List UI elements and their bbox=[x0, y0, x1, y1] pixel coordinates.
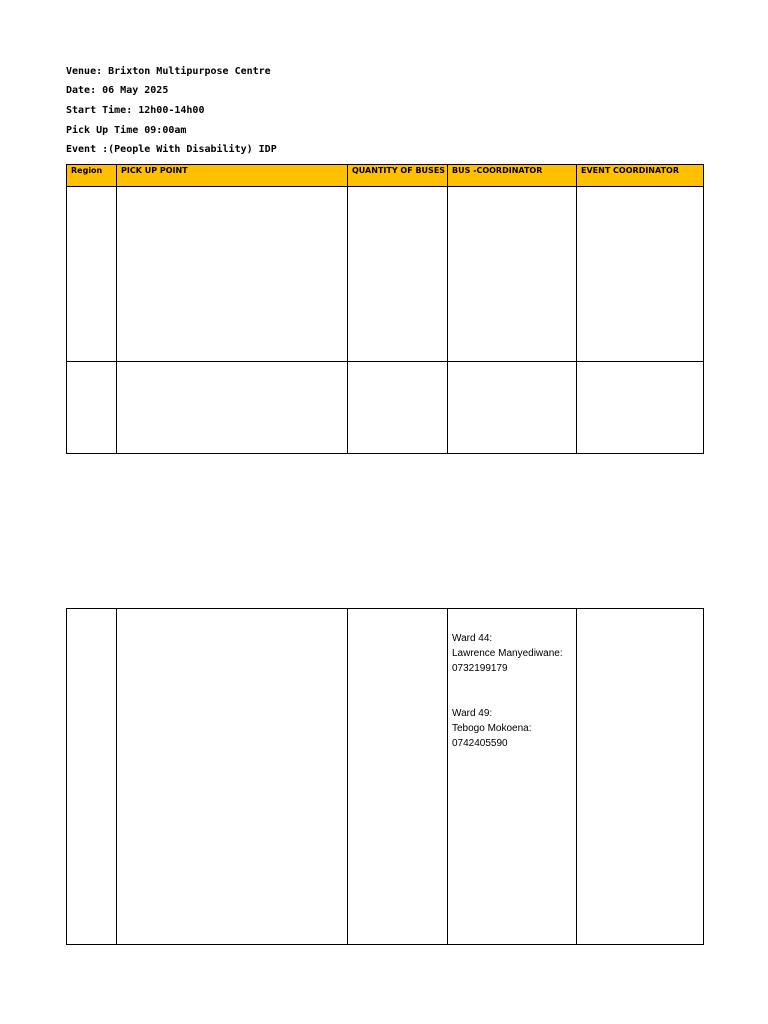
date-line: Date: 06 May 2025 bbox=[66, 85, 169, 96]
header-quantity-buses: QUANTITY OF BUSES bbox=[348, 165, 448, 187]
table-cell bbox=[67, 362, 117, 454]
event-line: Event :(People With Disability) IDP bbox=[66, 144, 277, 155]
table-cell bbox=[348, 609, 448, 945]
table-cell bbox=[577, 187, 704, 362]
bus-coordinator-cell bbox=[448, 609, 577, 945]
start-time-line: Start Time: 12h00-14h00 bbox=[66, 105, 205, 116]
coordinator-phone: 0732199179 bbox=[452, 663, 508, 674]
header-event-coordinator: EVENT COORDINATOR bbox=[577, 165, 704, 187]
venue-line: Venue: Brixton Multipurpose Centre bbox=[66, 66, 271, 77]
pickup-time-line: Pick Up Time 09:00am bbox=[66, 125, 187, 136]
table-cell bbox=[448, 362, 577, 454]
table-header-row bbox=[67, 165, 704, 187]
table-cell bbox=[117, 609, 348, 945]
coordinator-ward: Ward 44: bbox=[452, 633, 493, 644]
coordinator-name: Tebogo Mokoena: bbox=[452, 723, 532, 734]
schedule-table bbox=[66, 164, 704, 454]
coordinator-name: Lawrence Manyediwane: bbox=[452, 648, 563, 659]
coordinator-phone: 0742405590 bbox=[452, 738, 508, 749]
table-cell bbox=[67, 187, 117, 362]
table-cell bbox=[448, 187, 577, 362]
header-bus-coordinator: BUS -COORDINATOR bbox=[448, 165, 577, 187]
table-row bbox=[67, 609, 704, 945]
table-cell bbox=[348, 187, 448, 362]
table-cell bbox=[67, 609, 117, 945]
schedule-table-continued bbox=[66, 608, 704, 945]
table-cell bbox=[117, 187, 348, 362]
table-cell bbox=[348, 362, 448, 454]
table-row bbox=[67, 362, 704, 454]
header-pickup-point: PICK UP POINT bbox=[117, 165, 348, 187]
table-cell bbox=[577, 609, 704, 945]
header-region: Region bbox=[67, 165, 117, 187]
table-cell bbox=[577, 362, 704, 454]
table-cell bbox=[117, 362, 348, 454]
coordinator-ward: Ward 49: bbox=[452, 708, 493, 719]
table-row bbox=[67, 187, 704, 362]
